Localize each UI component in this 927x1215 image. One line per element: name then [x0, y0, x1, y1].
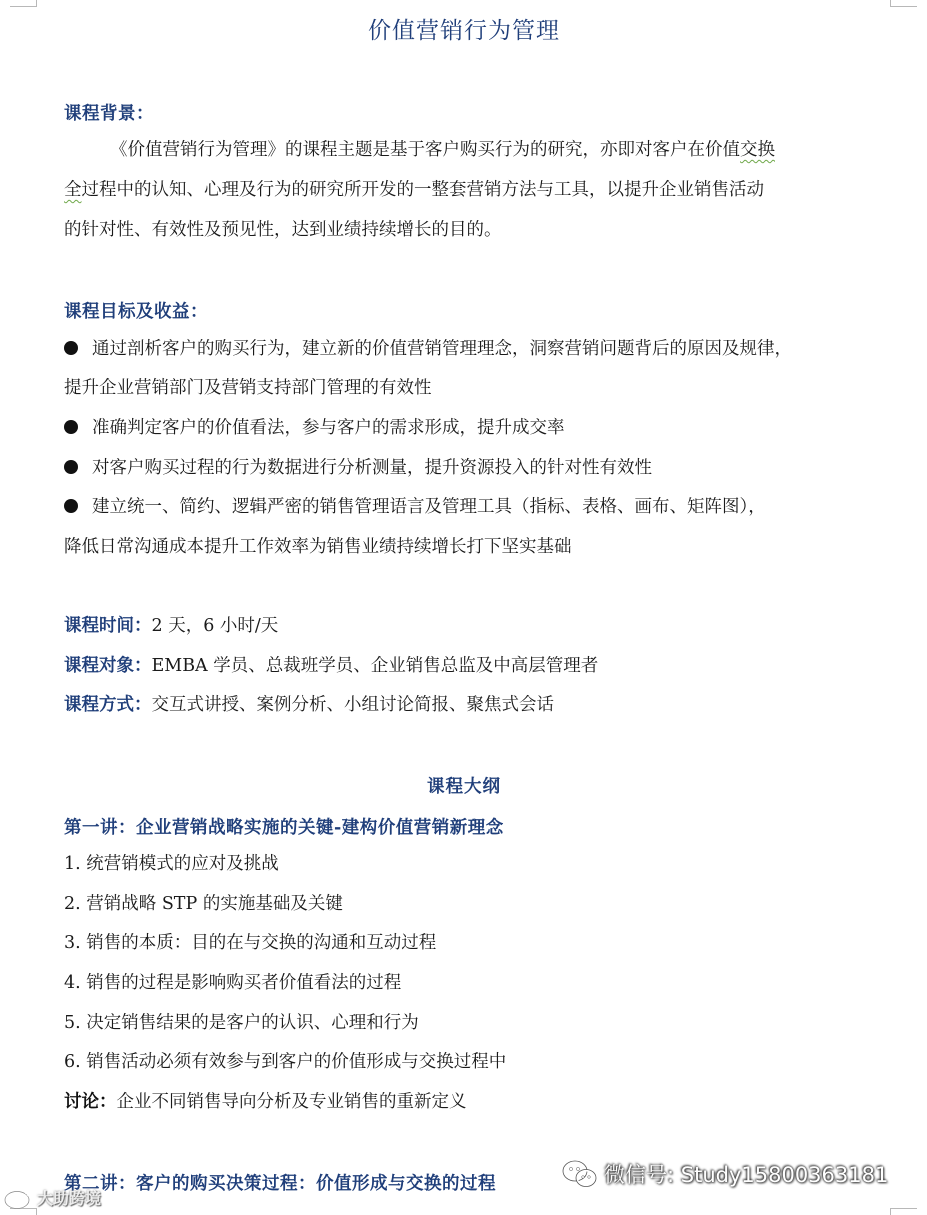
wechat-icon	[562, 1160, 598, 1188]
goal-item: 准确判定客户的价值看法，参与客户的需求形成，提升成交率	[64, 417, 565, 439]
course-time: 课程时间：2 天，6 小时/天	[64, 616, 279, 636]
list-item: 5. 决定销售结果的是客户的认识、心理和行为	[64, 1013, 419, 1033]
course-time-label: 课程时间：	[64, 616, 152, 636]
lecture-1-title: 第一讲：企业营销战略实施的关键-建构价值营销新理念	[64, 818, 504, 838]
goal-item: 对客户购买过程的行为数据进行分析测量，提升资源投入的针对性有效性	[64, 457, 652, 479]
course-method-label: 课程方式：	[64, 695, 152, 715]
list-item: 2. 营销战略 STP 的实施基础及关键	[64, 894, 343, 914]
page-corner-mark	[890, 0, 917, 7]
discussion: 讨论：企业不同销售导向分析及专业销售的重新定义	[64, 1092, 467, 1112]
goal-item-continued: 提升企业营销部门及营销支持部门管理的有效性	[64, 378, 432, 398]
background-line-3: 的针对性、有效性及预见性，达到业绩持续增长的目的。	[64, 220, 502, 240]
bullet-icon	[64, 460, 78, 474]
list-item: 1. 统营销模式的应对及挑战	[64, 854, 279, 874]
spelling-mark: 交换	[740, 140, 775, 160]
list-item: 6. 销售活动必须有效参与到客户的价值形成与交换过程中	[64, 1052, 507, 1072]
wechat-watermark	[562, 1158, 888, 1190]
weibo-icon	[4, 1187, 34, 1209]
document-title: 价值营销行为管理	[368, 18, 560, 44]
background-line-1: 《价值营销行为管理》的课程主题是基于客户购买行为的研究，亦即对客户在价值交换	[110, 140, 775, 160]
course-audience-label: 课程对象：	[64, 656, 152, 676]
outline-heading: 课程大纲	[427, 777, 501, 797]
bullet-icon	[64, 499, 78, 513]
background-heading: 课程背景：	[64, 104, 154, 124]
goal-item: 建立统一、简约、逻辑严密的销售管理语言及管理工具（指标、表格、画布、矩阵图），	[64, 496, 766, 518]
page-corner-mark	[890, 1208, 917, 1215]
bullet-icon	[64, 341, 78, 355]
goals-heading: 课程目标及收益：	[64, 302, 208, 322]
discussion-label: 讨论：	[64, 1092, 117, 1112]
lecture-2-title: 第二讲：客户的购买决策过程：价值形成与交换的过程	[64, 1174, 496, 1194]
goal-item-continued: 降低日常沟通成本提升工作效率为销售业绩持续增长打下坚实基础	[64, 537, 572, 557]
page-corner-mark	[10, 0, 37, 7]
course-method: 课程方式：交互式讲授、案例分析、小组讨论简报、聚焦式会话	[64, 695, 554, 715]
wechat-id: 微信号: Study15800363181	[604, 1163, 889, 1187]
background-line-2: 全过程中的认知、心理及行为的研究所开发的一整套营销方法与工具，以提升企业销售活动	[64, 180, 764, 200]
course-audience: 课程对象：EMBA 学员、总裁班学员、企业销售总监及中高层管理者	[64, 656, 599, 676]
bullet-icon	[64, 420, 78, 434]
spelling-mark: 全	[64, 180, 82, 200]
platform-name: 大助跨境	[37, 1189, 102, 1208]
platform-watermark	[4, 1186, 101, 1209]
page-corner-mark	[10, 1208, 37, 1215]
goal-item: 通过剖析客户的购买行为，建立新的价值营销管理理念，洞察营销问题背后的原因及规律，	[64, 338, 792, 360]
list-item: 4. 销售的过程是影响购买者价值看法的过程	[64, 973, 402, 993]
list-item: 3. 销售的本质：目的在与交换的沟通和互动过程	[64, 933, 437, 953]
